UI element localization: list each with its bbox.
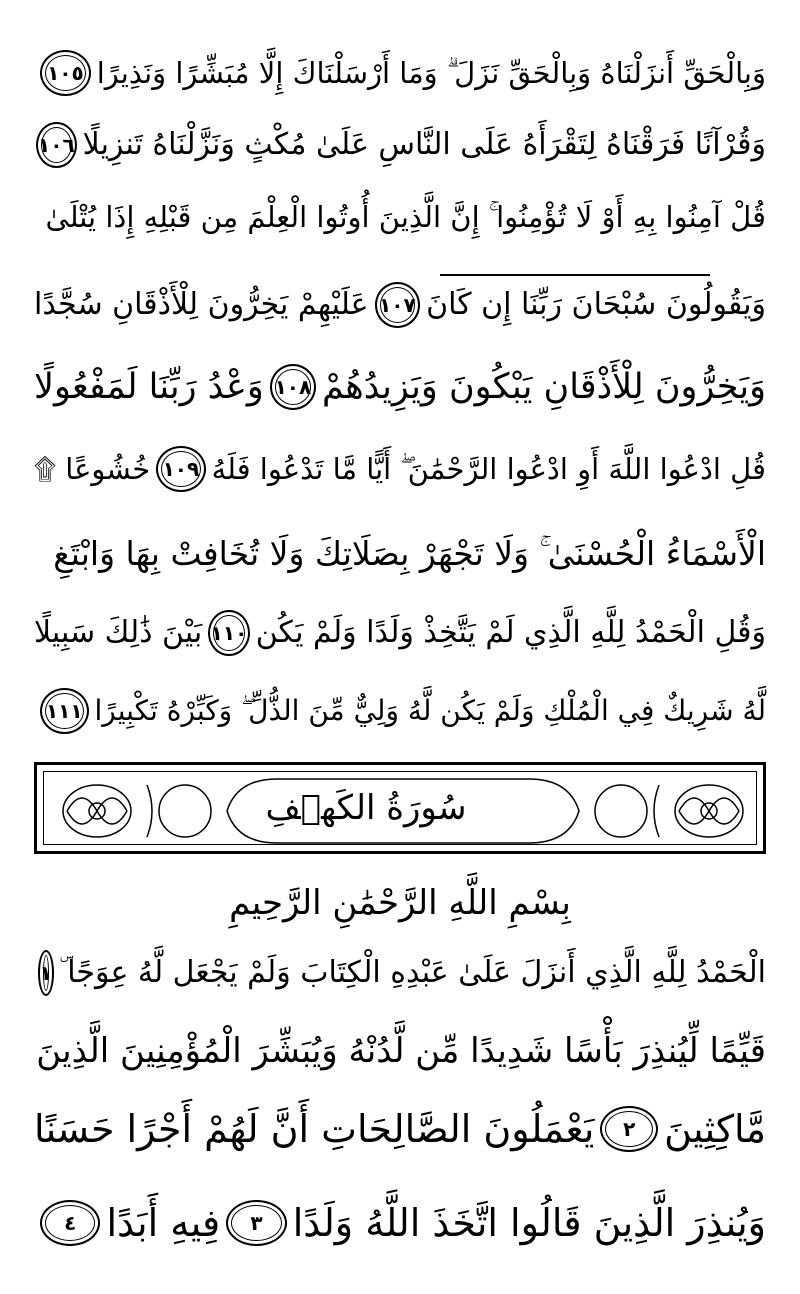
verse-text: قُلِ ادْعُوا اللَّهَ أَوِ ادْعُوا الرَّحْمَٰنَ ۖ أَيًّا مَّا تَدْعُوا فَلَهُ [211, 451, 766, 486]
verse-text: قَيِّمًا لِّيُنذِرَ بَأْسًا شَدِيدًا مِّن لَّدُنْهُ وَيُبَشِّرَ الْمُؤْمِنِينَ الَّذِينَ [36, 1031, 766, 1071]
verse-line-12 [34, 1086, 766, 1172]
verse-line-7 [34, 510, 766, 596]
ayah-number-marker: ٣ [226, 1200, 286, 1246]
verse-line-3 [34, 174, 766, 260]
verse-line-11 [34, 1008, 766, 1094]
ayah-number-marker: ١٠٧ [375, 282, 421, 328]
surah-title: سُورَةُ الكَهۡفِ [265, 788, 467, 828]
ayah-number-marker: ١٠٦ [36, 122, 77, 168]
verse-line-9 [34, 668, 766, 754]
ayah-number-marker: ٤ [40, 1200, 100, 1246]
verse-text: وَيَخِرُّونَ لِلْأَذْقَانِ يَبْكُونَ وَيَزِيدُهُمْ [322, 366, 766, 407]
verse-line-8 [34, 590, 766, 676]
verse-text: قُلْ آمِنُوا بِهِ أَوْ لَا تُؤْمِنُوا ۚ إِنَّ الَّذِينَ أُوتُوا الْعِلْمَ مِن قَبْلِهِ إِذَا يُتْلَىٰ [45, 199, 766, 234]
verse-text: عَلَيْهِمْ يَخِرُّونَ لِلْأَذْقَانِ سُجَّدًا [34, 287, 369, 322]
verse-line-6 [34, 426, 766, 512]
verse-text: وَيَقُولُونَ سُبْحَانَ رَبِّنَا إِن كَانَ [426, 287, 766, 322]
verse-text: مَّاكِثِينَ [664, 1107, 766, 1151]
verse-line-5 [34, 344, 766, 430]
basmala: بِسْمِ اللَّهِ الرَّحْمَٰنِ الرَّحِيمِ [229, 883, 571, 923]
verse-text: الْحَمْدُ لِلَّهِ الَّذِي أَنزَلَ عَلَىٰ عَبْدِهِ الْكِتَابَ وَلَمْ يَجْعَل لَّهُ عِوَجًا ۜ [59, 955, 766, 990]
ayah-number-marker: ٢ [600, 1106, 658, 1152]
ayah-number-marker: ١٠٥ [40, 50, 91, 96]
verse-text: وَبِالْحَقِّ أَنزَلْنَاهُ وَبِالْحَقِّ نَزَلَ ۗ وَمَا أَرْسَلْنَاكَ إِلَّا مُبَشِّرًا وَنَذِيرًا [96, 55, 766, 90]
verse-text: خُشُوعًا ۩ [34, 451, 151, 486]
ayah-number-marker: ١١٠ [208, 610, 249, 656]
verse-text: الْأَسْمَاءُ الْحُسْنَىٰ ۚ وَلَا تَجْهَرْ بِصَلَاتِكَ وَلَا تُخَافِتْ بِهَا وَابْتَغِ [53, 533, 766, 573]
verse-text: لَّهُ شَرِيكٌ فِي الْمُلْكِ وَلَمْ يَكُن لَّهُ وَلِيٌّ مِّنَ الذُّلِّ ۖ وَكَبِّرْهُ تَكْبِيرًا [94, 694, 766, 727]
ayah-number-marker: ١٠٩ [156, 446, 205, 492]
verse-text: وَقُلِ الْحَمْدُ لِلَّهِ الَّذِي لَمْ يَتَّخِذْ وَلَدًا وَلَمْ يَكُن [255, 615, 766, 650]
verse-text: بَيْنَ ذَٰلِكَ سَبِيلًا [34, 615, 203, 650]
ayah-number-marker: ١١١ [40, 688, 89, 734]
verse-line-13 [34, 1180, 766, 1266]
verse-text: يَعْمَلُونَ الصَّالِحَاتِ أَنَّ لَهُمْ أَجْرًا حَسَنًا [34, 1107, 595, 1151]
verse-text: وَعْدُ رَبِّنَا لَمَفْعُولًا [34, 366, 264, 407]
verse-text: وَقُرْآنًا فَرَقْنَاهُ لِتَقْرَأَهُ عَلَى النَّاسِ عَلَىٰ مُكْثٍ وَنَزَّلْنَاهُ تَنزِيلًا [82, 127, 766, 162]
ayah-number-marker: ١٠٨ [270, 364, 316, 410]
verse-text: فِيهِ أَبَدًا [106, 1201, 221, 1245]
verse-text: وَيُنذِرَ الَّذِينَ قَالُوا اتَّخَذَ اللَّهُ وَلَدًا [292, 1201, 766, 1245]
verse-line-4 [34, 262, 766, 348]
verse-line-10 [34, 930, 766, 1016]
ayah-number-marker: ١ [38, 950, 54, 996]
